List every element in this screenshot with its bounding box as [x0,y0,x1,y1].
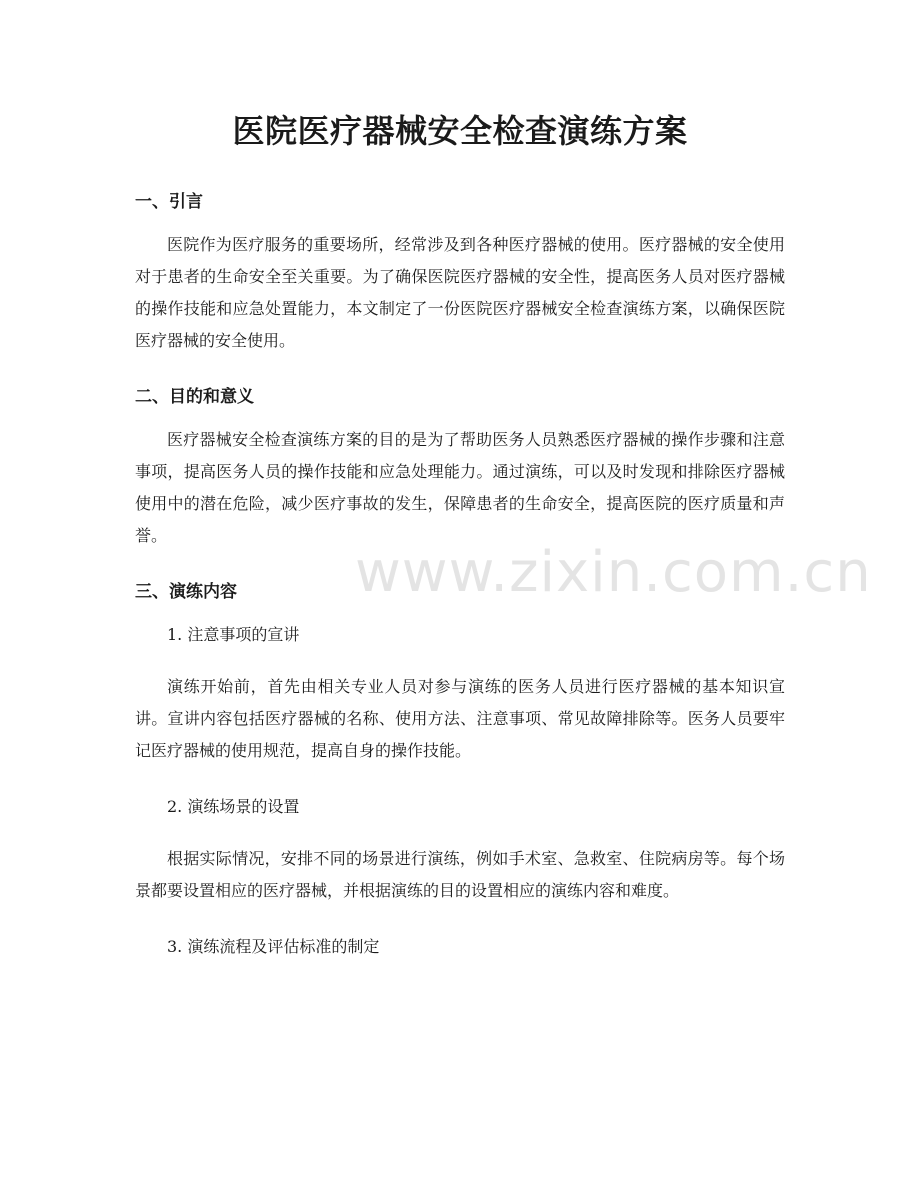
section-purpose [135,381,785,552]
watermark: www.zixin.com.cn [355,540,872,605]
subsection-heading: 3. 演练流程及评估标准的制定 [167,937,380,956]
section-introduction [135,186,785,357]
document-body [135,186,785,983]
section-heading: 二、目的和意义 [135,387,254,407]
section-heading: 一、引言 [135,192,203,212]
section-heading: 三、演练内容 [135,582,237,602]
section-drill-content [135,576,785,963]
subsection-heading: 2. 演练场景的设置 [167,797,300,816]
subsection-heading: 1. 注意事项的宣讲 [167,625,300,644]
page-title: 医院医疗器械安全检查演练方案 [232,112,688,150]
paragraph: 医疗器械安全检查演练方案的目的是为了帮助医务人员熟悉医疗器械的操作步骤和注意事项，提高医务人员的操作技能和应急处理能力。通过演练，可以及时发现和排除医疗器械使用中的潜在危险，减少医疗事故的发生，保障患者的生命安全，提高医院的医疗质量和声誉。 [135,430,785,545]
paragraph: 根据实际情况，安排不同的场景进行演练，例如手术室、急救室、住院病房等。每个场景都要设置相应的医疗器械，并根据演练的目的设置相应的演练内容和难度。 [135,849,785,900]
paragraph: 演练开始前，首先由相关专业人员对参与演练的医务人员进行医疗器械的基本知识宣讲。宣讲内容包括医疗器械的名称、使用方法、注意事项、常见故障排除等。医务人员要牢记医疗器械的使用规范，提高自身的操作技能。 [135,677,785,760]
paragraph: 医院作为医疗服务的重要场所，经常涉及到各种医疗器械的使用。医疗器械的安全使用对于患者的生命安全至关重要。为了确保医院医疗器械的安全性，提高医务人员对医疗器械的操作技能和应急处置能力，本文制定了一份医院医疗器械安全检查演练方案，以确保医院医疗器械的安全使用。 [135,235,785,350]
